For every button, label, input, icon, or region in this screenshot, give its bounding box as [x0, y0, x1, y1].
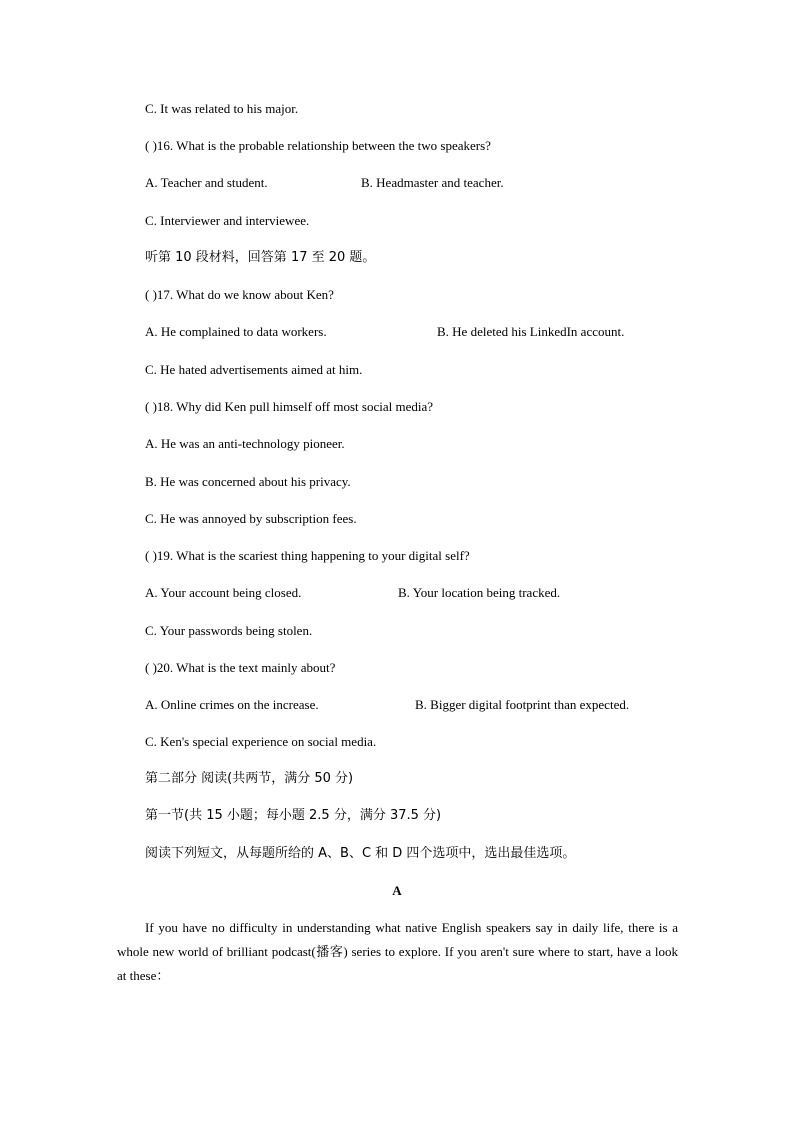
- question-19: ( )19. What is the scariest thing happening to your digital self?: [145, 548, 470, 563]
- part-2-heading: 第二部分 阅读(共两节，满分 50 分): [145, 771, 354, 786]
- question-18: ( )18. Why did Ken pull himself off most social media?: [145, 399, 433, 414]
- reading-instruction: 阅读下列短文，从每题所给的 A、B、C 和 D 四个选项中，选出最佳选项。: [145, 846, 576, 861]
- q16-option-b: B. Headmaster and teacher.: [361, 175, 504, 190]
- q18-option-b: B. He was concerned about his privacy.: [145, 474, 351, 489]
- q19-option-a: A. Your account being closed.: [145, 585, 302, 600]
- q19-option-b: B. Your location being tracked.: [398, 585, 561, 600]
- q15-option-c: C. It was related to his major.: [145, 101, 299, 116]
- q16-option-c: C. Interviewer and interviewee.: [145, 213, 310, 228]
- q18-option-a: A. He was an anti-technology pioneer.: [145, 436, 345, 451]
- q17-option-c: C. He hated advertisements aimed at him.: [145, 362, 363, 377]
- section-10-instruction: 听第 10 段材料，回答第 17 至 20 题。: [145, 250, 376, 265]
- passage-heading: A: [392, 883, 402, 898]
- question-20: ( )20. What is the text mainly about?: [145, 660, 336, 675]
- passage-text: If you have no difficulty in understanding what native English speakers say in daily life, there is a whole new world of brilliant podcast(播客) series to explore. If you aren't sure where to start, have a look at these：: [117, 920, 678, 983]
- question-16: ( )16. What is the probable relationship between the two speakers?: [145, 138, 491, 153]
- q20-option-a: A. Online crimes on the increase.: [145, 697, 319, 712]
- q17-option-a: A. He complained to data workers.: [145, 324, 327, 339]
- section-1-heading: 第一节(共 15 小题；每小题 2.5 分，满分 37.5 分): [145, 808, 442, 823]
- q18-option-c: C. He was annoyed by subscription fees.: [145, 511, 357, 526]
- q20-option-b: B. Bigger digital footprint than expected.: [415, 697, 630, 712]
- passage-paragraph: [117, 916, 678, 988]
- q19-option-c: C. Your passwords being stolen.: [145, 623, 313, 638]
- q20-option-c: C. Ken's special experience on social media.: [145, 734, 377, 749]
- q17-option-b: B. He deleted his LinkedIn account.: [437, 324, 625, 339]
- q16-option-a: A. Teacher and student.: [145, 175, 268, 190]
- question-17: ( )17. What do we know about Ken?: [145, 287, 334, 302]
